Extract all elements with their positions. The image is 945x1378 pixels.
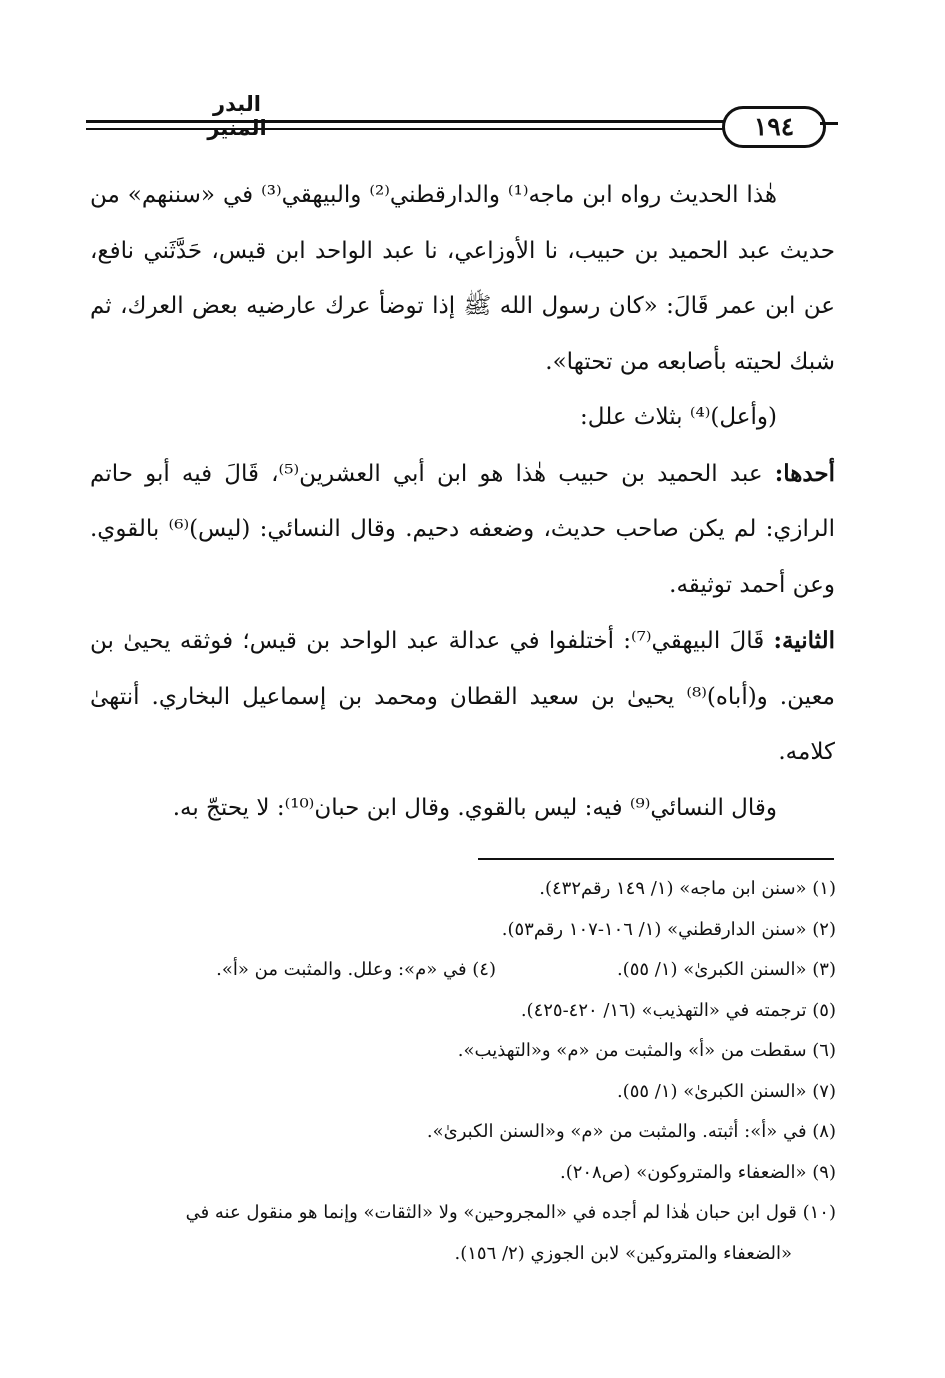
- page-header: [86, 92, 838, 152]
- paragraph-nasai: وقال النسائي⁽⁹⁾ فيه: ليس بالقوي. وقال ابن حبان⁽¹⁰⁾: لا يحتجّ به.: [172, 794, 777, 821]
- footnote-6: (٦) سقطت من «أ» والمثبت من «م» و«التهذيب».: [457, 1040, 836, 1061]
- header-rule-right: [820, 122, 838, 125]
- second-illa-label: الثانية:: [773, 627, 835, 654]
- first-illa-label: أحدها:: [774, 459, 836, 487]
- footnote-row-3-4: [84, 950, 836, 991]
- header-rule-top: [86, 120, 724, 123]
- header-rule-bottom: [86, 128, 724, 130]
- running-head-title: البدر المنير: [207, 92, 267, 140]
- paragraph-first-illa: [90, 446, 835, 614]
- footnote-3: (٣) «السنن الكبرىٰ» (١/ ٥٥).: [616, 959, 836, 980]
- paragraph-hadith: هٰذا الحديث رواه ابن ماجه⁽¹⁾ والدارقطني⁽²⁾ والبيهقي⁽³⁾ في «سننهم» من حديث عبد الحميد بن حبيب، نا الأوزاعي، نا عبد الواحد ابن قيس، حَدَّثَني نافع، عن ابن عمر قَالَ: «كان رسول الله ﷺ إذا توضأ عرك عارضيه بعض العرك، ثم شبك لحيته بأصابعه من تحتها».: [90, 182, 835, 375]
- main-text: [90, 168, 835, 836]
- footnote-2: (٢) «سنن الدارقطني» (١/ ١٠٦-١٠٧ رقم٥٣).: [501, 918, 836, 940]
- footnote-4: (٤) في «م»: وعلل. والمثبت من «أ».: [216, 959, 496, 980]
- paragraph-second-illa: [90, 613, 835, 781]
- footnote-separator: [478, 858, 834, 860]
- footnote-10: (١٠) قول ابن حبان هٰذا لم أجده في «المجروحين» ولا «الثقات» وإنما هو منقول عنه في: [185, 1202, 836, 1223]
- footnote-7: (٧) «السنن الكبرىٰ» (١/ ٥٥).: [616, 1080, 836, 1102]
- footnote-9: (٩) «الضعفاء والمتروكون» (ص٢٠٨).: [559, 1161, 836, 1183]
- first-illa-text: عبد الحميد بن حبيب هٰذا هو ابن أبي العشرين⁽⁵⁾، قَالَ فيه أبو حاتم الرازي: لم يكن صاحب حديث، وضعفه دحيم. وقال النسائي: (ليس)⁽⁶⁾ بالقوي. وعن أحمد توثيقه.: [90, 460, 835, 598]
- footnote-8: (٨) في «أ»: أثبته. والمثبت من «م» و«السنن الكبرىٰ».: [426, 1121, 836, 1142]
- footnotes: [84, 869, 836, 1274]
- second-illa-text: قَالَ البيهقي⁽⁷⁾: أختلفوا في عدالة عبد الواحد بن قيس؛ فوثقه يحيىٰ بن معين. و(أباه)⁽⁸⁾ يحيىٰ بن سعيد القطان ومحمد بن إسماعيل البخاري. أنتهىٰ كلامه.: [90, 628, 835, 765]
- footnote-10-continued: «الضعفاء والمتروكين» لابن الجوزي (٢/ ١٥٦).: [454, 1242, 792, 1264]
- page-number-badge: ١٩٤: [722, 106, 826, 148]
- paragraph-illal-intro: (وأعل)⁽⁴⁾ بثلاث علل:: [580, 404, 777, 430]
- footnote-5: (٥) ترجمته في «التهذيب» (١٦/ ٤٢٠-٤٢٥).: [520, 999, 836, 1021]
- footnote-1: (١) «سنن ابن ماجه» (١/ ١٤٩ رقم٤٣٢).: [539, 878, 836, 899]
